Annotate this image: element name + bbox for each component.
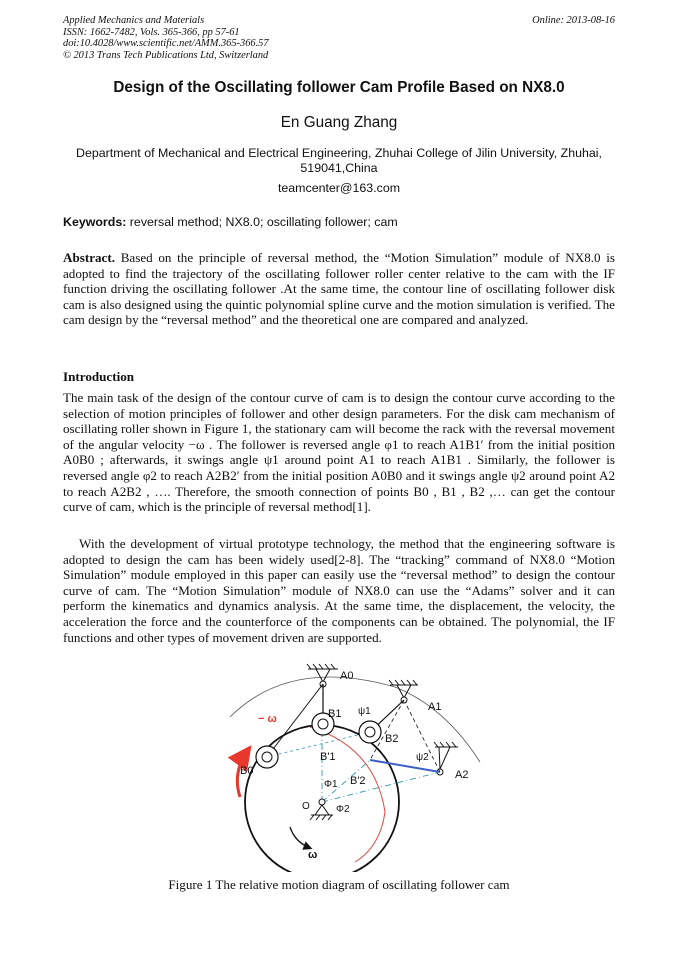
abstract-label: Abstract. (63, 250, 115, 265)
label-center-o: O (302, 801, 310, 812)
author-email: teamcenter@163.com (277, 181, 401, 195)
label-b2: B2 (385, 733, 399, 745)
keywords-text: reversal method; NX8.0; oscillating follower; cam (126, 215, 398, 229)
issn-line: ISSN: 1662-7482, Vols. 365-366, pp 57-61 (63, 26, 240, 38)
label-a1: A1 (428, 701, 442, 713)
label-b0: B0 (240, 765, 254, 777)
cam-rotation-arrow (290, 827, 310, 848)
figure-caption: Figure 1 The relative motion diagram of oscillating follower cam (168, 877, 510, 892)
label-neg-omega: − ω (258, 713, 277, 725)
keywords-label: Keywords: (63, 215, 127, 229)
copyright-line: © 2013 Trans Tech Publications Ltd, Switzerland (63, 49, 269, 61)
abstract-text: Based on the principle of reversal method, the “Motion Simulation” module of NX8.0 is adopted to find the trajectory of the oscillating follower roller center relative to the cam with the IF function driving the oscillating follower .At the same time, the contour line of oscillating follower disk cam is also designed using the quintic polynomial spline curve and the motion simulation is verified. The cam design by the “reversal method” and the theoretical one are compared and analyzed. (63, 250, 615, 328)
follower-link-blue (370, 760, 440, 772)
pivot-support-a1 (389, 680, 418, 703)
label-phi1: Φ1 (324, 779, 338, 790)
label-psi1: ψ1 (358, 706, 371, 717)
dash-dot-center-a2 (322, 772, 440, 802)
roller-b0 (256, 746, 278, 768)
section-heading-introduction: Introduction (63, 369, 135, 384)
pivot-support-a0 (307, 664, 338, 687)
label-omega: ω (308, 849, 318, 861)
cam-center-support (310, 799, 333, 820)
roller-b2 (359, 721, 381, 743)
label-b1-prime: B'1 (320, 751, 336, 763)
label-b1: B1 (328, 708, 342, 720)
journal-name: Applied Mechanics and Materials (63, 15, 205, 26)
paper-title: Design of the Oscillating follower Cam Profile Based on NX8.0 (113, 79, 565, 96)
intro-paragraph-2: With the development of virtual prototype technology, the method that the engineering software is adopted to design the cam has been widely used[2-8]. The “tracking” command of NX8.0 “Motion Simulation” module employed in this paper can easily use the “reversal method” to design the contour curve of cam. The “Motion Simulation” module of NX8.0 can use the “Adams” solver and it can perform the kinematics and dynamics analysis. At the same time, the displacement, the velocity, the acceleration the force and the counterforce of the components can be obtained. The polynomial, the IF functions and other types of movement driven are supported. (63, 536, 615, 645)
label-a2: A2 (455, 769, 469, 781)
label-phi2: Φ2 (336, 804, 350, 815)
intro-paragraph-1: The main task of the design of the contour curve of cam is to design the contour curve according to the selection of motion principles of follower and other design parameters. For the disk cam mechanism of oscillating roller shown in Figure 1, the stationary cam will become the rack with the reversal movement of the angular velocity −ω . The follower is reversed angle φ1 to reach A1B1′ from the initial position A0B0 ; afterwards, it swings angle ψ1 around point A1 to reach A1B1 . Similarly, the follower is reversed angle φ2 to reach A2B2′ from the initial position A0B0 and it swings angle ψ2 around point A2 to reach A2B2 , …. Therefore, the smooth connection of points B0 , B1 , B2 ,… can get the contour curve of cam, which is the principle of reversal method[1]. (63, 390, 615, 515)
label-b2-prime: B'2 (350, 775, 366, 787)
abstract (63, 250, 615, 328)
label-psi2: ψ2 (416, 752, 429, 763)
figure-1-motion-diagram (190, 662, 520, 872)
label-a0: A0 (340, 670, 354, 682)
author-name: En Guang Zhang (280, 114, 398, 131)
doi-line: doi:10.4028/www.scientific.net/AMM.365-366.57 (63, 38, 269, 50)
keywords (63, 215, 615, 229)
online-date: Online: 2013-08-16 (532, 15, 615, 26)
journal-metadata (63, 15, 615, 61)
affiliation: Department of Mechanical and Electrical Engineering, Zhuhai College of Jilin University, Zhuhai, 519041,China (76, 146, 602, 175)
red-arc (310, 727, 385, 862)
